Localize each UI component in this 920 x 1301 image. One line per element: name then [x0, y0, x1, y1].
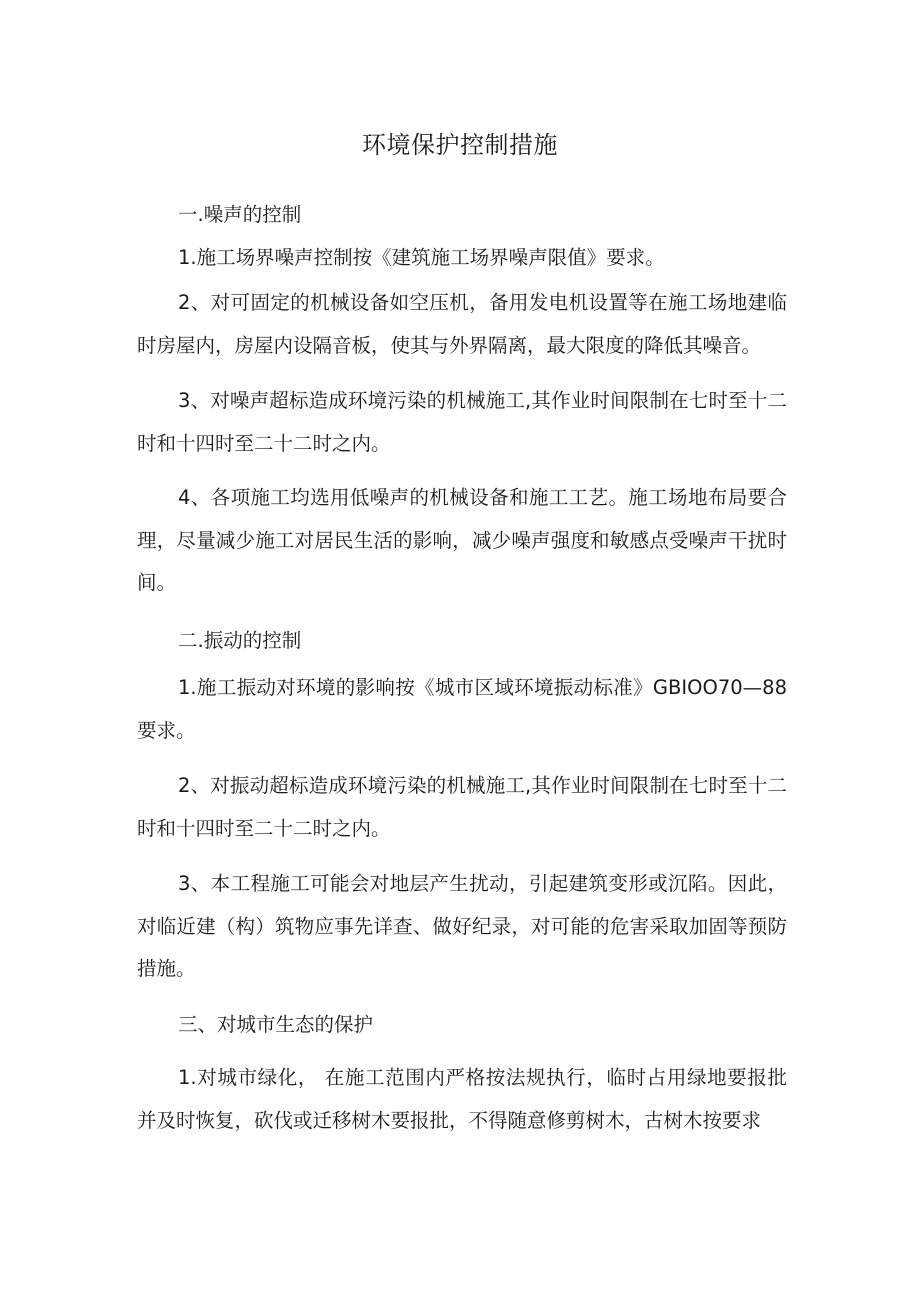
paragraph-vibration-1: 1.施工振动对环境的影响按《城市区域环境振动标准》GBIOO70—88要求。: [137, 676, 787, 742]
paragraph-ecology-1: 1.对城市绿化， 在施工范围内严格按法规执行，临时占用绿地要报批并及时恢复，砍伐或迁移树木要报批，不得随意修剪树木，古树木按要求: [137, 1066, 787, 1132]
section-heading-noise: 一.噪声的控制: [178, 203, 302, 226]
paragraph-noise-3: 3、对噪声超标造成环境污染的机械施工,其作业时间限制在七时至十二时和十四时至二十二时之内。: [137, 389, 787, 455]
section-heading-vibration: 二.振动的控制: [178, 629, 302, 652]
paragraph-noise-2: 2、对可固定的机械设备如空压机，备用发电机设置等在施工场地建临时房屋内，房屋内设隔音板，使其与外界隔离，最大限度的降低其噪音。: [137, 291, 787, 357]
section-heading-ecology: 三、对城市生态的保护: [178, 1013, 374, 1036]
paragraph-noise-4: 4、各项施工均选用低噪声的机械设备和施工工艺。施工场地布局要合理，尽量减少施工对居民生活的影响，减少噪声强度和敏感点受噪声干扰时间。: [137, 486, 787, 594]
paragraph-vibration-3: 3、本工程施工可能会对地层产生扰动，引起建筑变形或沉陷。因此，对临近建（构）筑物应事先详查、做好纪录，对可能的危害采取加固等预防措施。: [137, 872, 787, 980]
paragraph-vibration-2: 2、对振动超标造成环境污染的机械施工,其作业时间限制在七时至十二时和十四时至二十二时之内。: [137, 774, 787, 840]
document-title: 环境保护控制措施: [362, 131, 558, 159]
paragraph-noise-1: 1.施工场界噪声控制按《建筑施工场界噪声限值》要求。: [178, 246, 665, 269]
